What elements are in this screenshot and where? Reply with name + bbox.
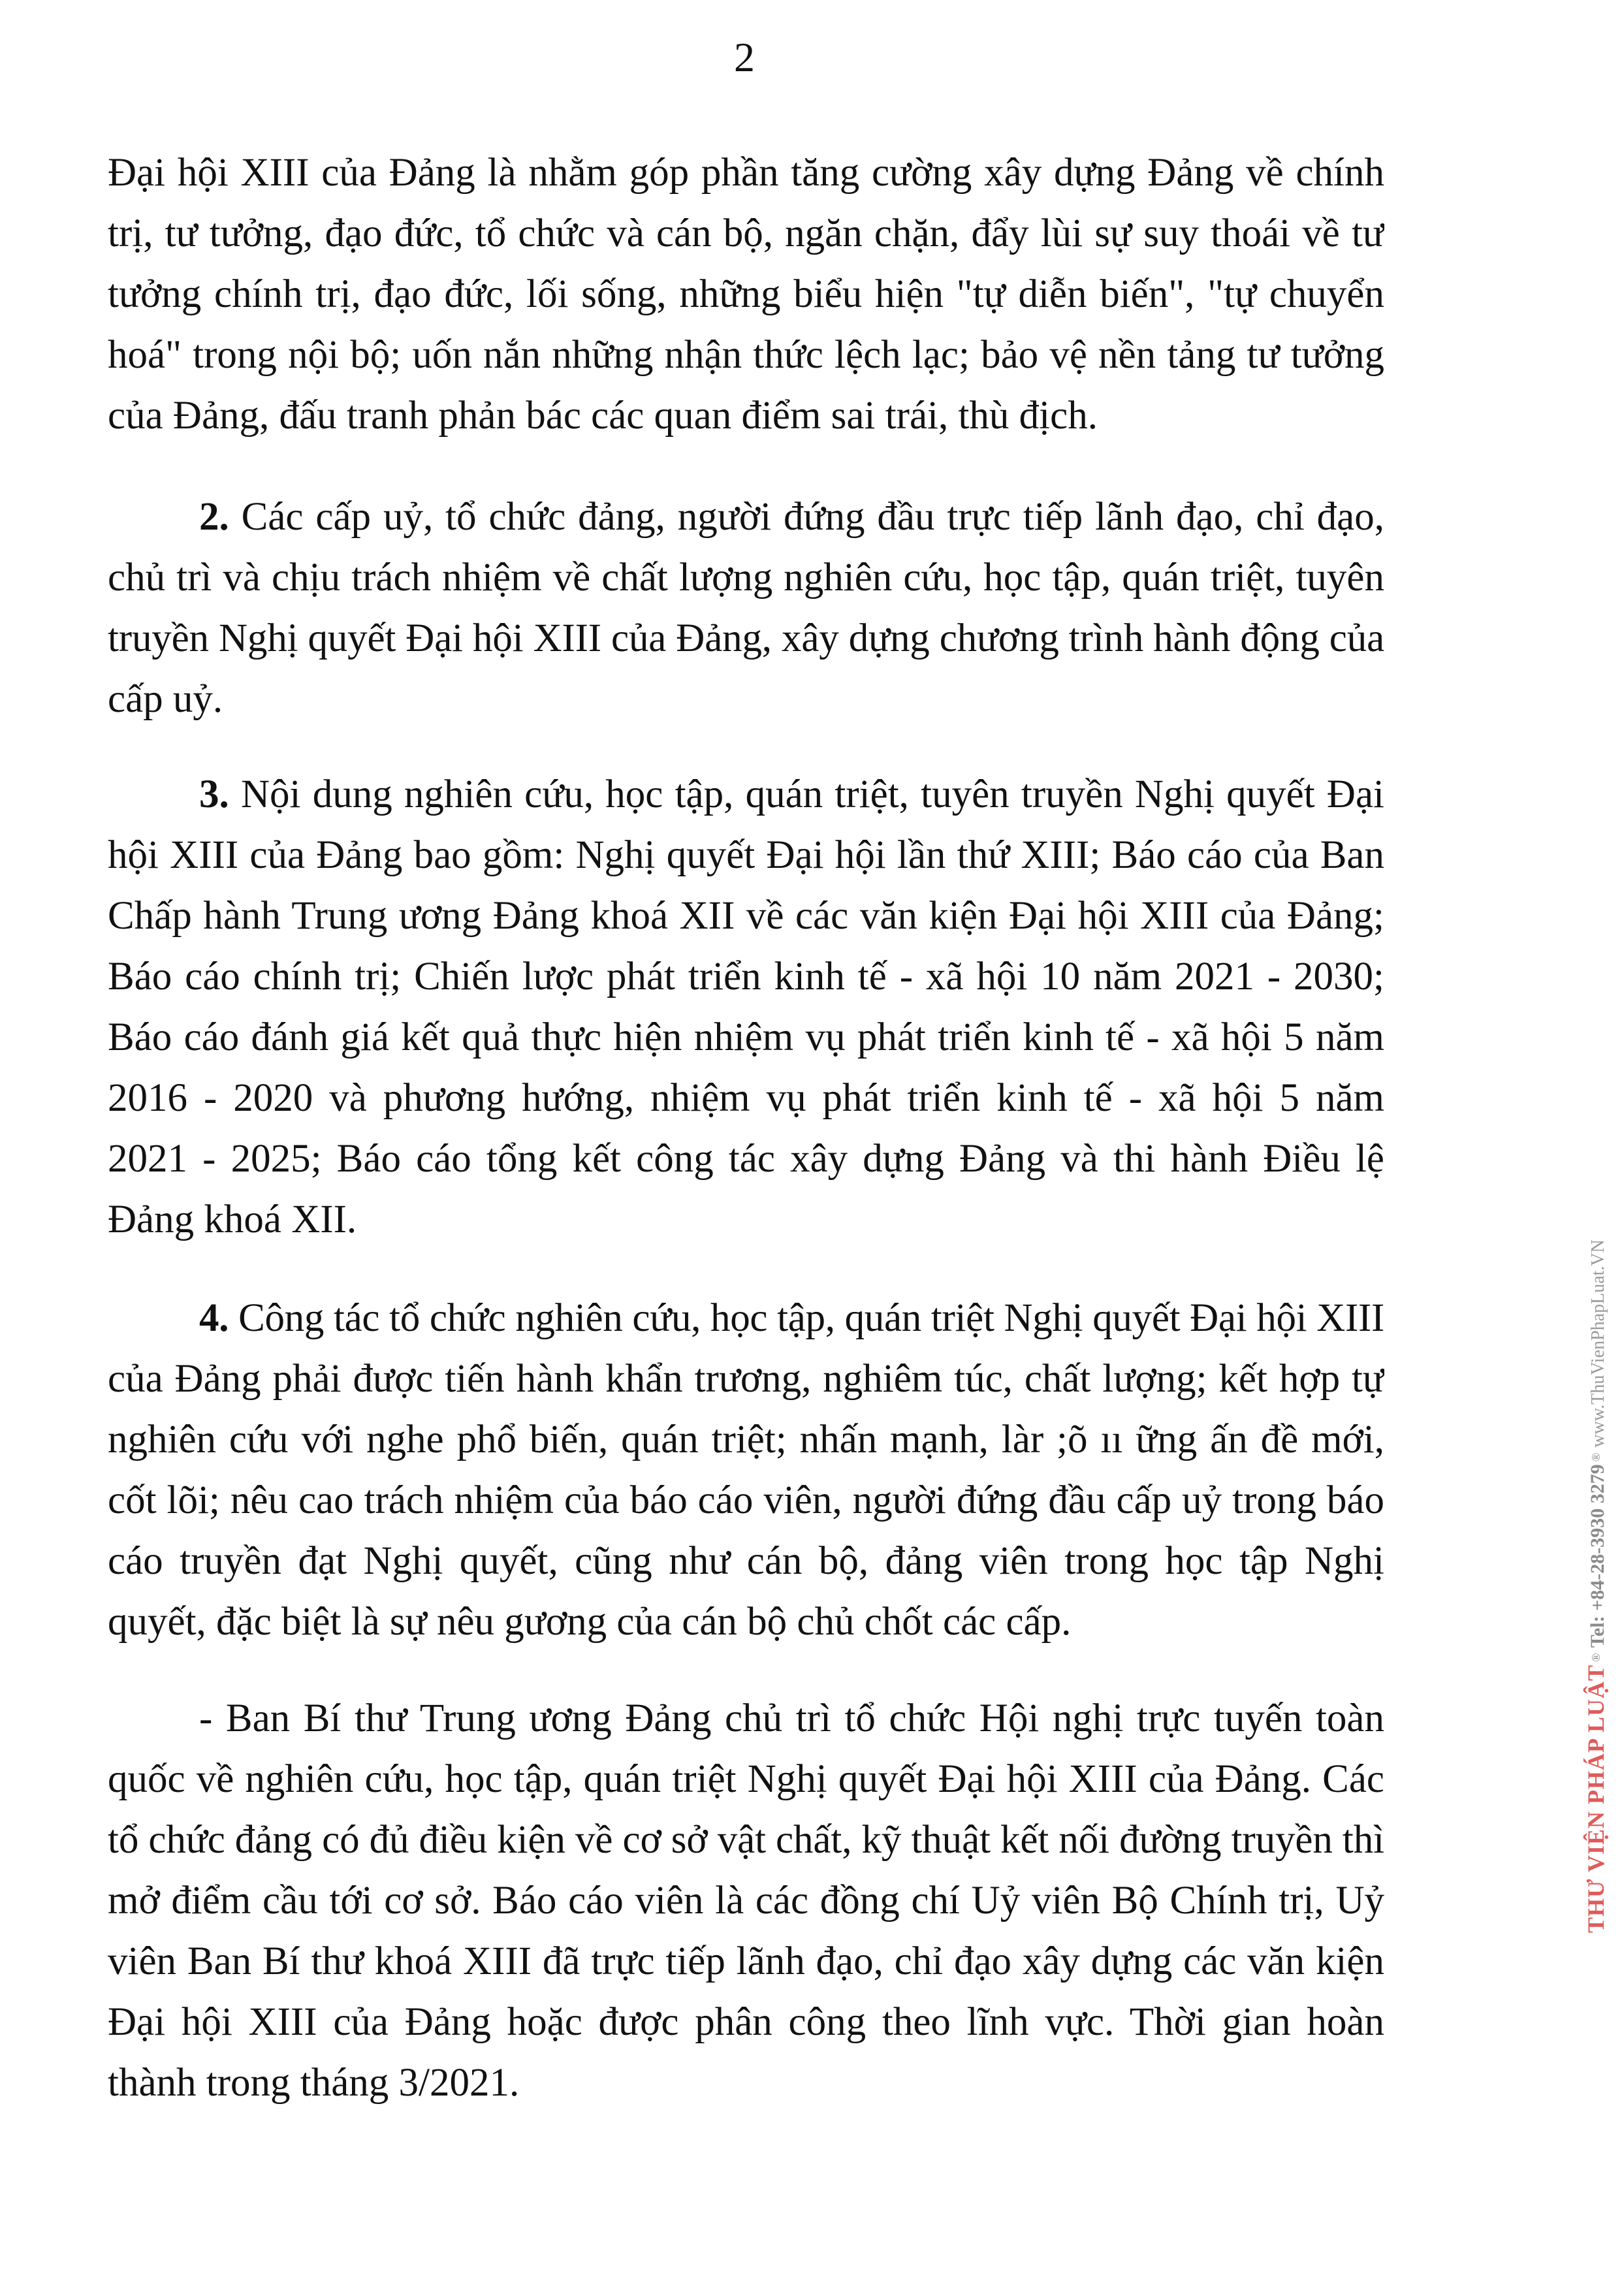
watermark-tel: Tel: +84-28-3930 3279 bbox=[1587, 1464, 1608, 1648]
watermark-text bbox=[1583, 1239, 1614, 1933]
registered-mark-icon: ® bbox=[1589, 1653, 1602, 1662]
registered-mark-icon: ® bbox=[1589, 1452, 1602, 1462]
paragraph-continuation bbox=[108, 142, 1384, 446]
text-line: Đại hội XIII của Đảng hoặc được phân công theo lĩnh vực. Thời gian hoàn bbox=[108, 2000, 1384, 2044]
text-line: quyết, đặc biệt là sự nêu gương của cán bộ chủ chốt các cấp. bbox=[108, 1600, 1072, 1644]
text-line: cấp uỷ. bbox=[108, 677, 223, 721]
text-line: cáo truyền đạt Nghị quyết, cũng như cán bộ, đảng viên trong học tập Nghị bbox=[108, 1539, 1384, 1583]
text-line: Chấp hành Trung ương Đảng khoá XII về các văn kiện Đại hội XIII của Đảng; bbox=[108, 894, 1384, 938]
text-line: của Đảng phải được tiến hành khẩn trương, nghiêm túc, chất lượng; kết hợp tự bbox=[108, 1357, 1384, 1401]
page-number: 2 bbox=[734, 34, 755, 80]
text-line-first bbox=[108, 486, 1384, 547]
paragraph-bullet bbox=[108, 1688, 1384, 2113]
text-line: của Đảng, đấu tranh phản bác các quan điểm sai trái, thù địch. bbox=[108, 394, 1098, 438]
paragraph-item-4 bbox=[108, 1288, 1384, 1652]
text-line: Nội dung nghiên cứu, học tập, quán triệt, tuyên truyền Nghị quyết Đại bbox=[229, 773, 1384, 816]
text-line: 2016 - 2020 và phương hướng, nhiệm vụ phát triển kinh tế - xã hội 5 năm bbox=[108, 1076, 1384, 1120]
watermark-url: www.ThuVienPhapLuat.VN bbox=[1588, 1239, 1608, 1448]
text-line: tổ chức đảng có đủ điều kiện về cơ sở vật chất, kỹ thuật kết nối đường truyền thì bbox=[108, 1818, 1384, 1862]
text-line: hoá" trong nội bộ; uốn nắn những nhận thức lệch lạc; bảo vệ nền tảng tư tưởng bbox=[108, 333, 1384, 377]
paragraph-item-2 bbox=[108, 486, 1384, 729]
text-line: Báo cáo chính trị; Chiến lược phát triển kinh tế - xã hội 10 năm 2021 - 2030; bbox=[108, 955, 1384, 998]
text-line: Các cấp uỷ, tổ chức đảng, người đứng đầu trực tiếp lãnh đạo, chỉ đạo, bbox=[229, 495, 1384, 539]
watermark-brand: THƯ VIỆN PHÁP LUẬT bbox=[1583, 1664, 1609, 1933]
text-line: truyền Nghị quyết Đại hội XIII của Đảng, xây dựng chương trình hành động của bbox=[108, 616, 1384, 660]
item-number: 2. bbox=[199, 495, 229, 539]
text-line: - Ban Bí thư Trung ương Đảng chủ trì tổ chức Hội nghị trực tuyến toàn bbox=[199, 1697, 1384, 1740]
paragraph-item-3 bbox=[108, 764, 1384, 1250]
text-line: mở điểm cầu tới cơ sở. Báo cáo viên là các đồng chí Uỷ viên Bộ Chính trị, Uỷ bbox=[108, 1879, 1384, 1922]
text-line: nghiên cứu với nghe phổ biến, quán triệt; nhấn mạnh, làr ;õ ıı ững ấn đề mới, bbox=[108, 1418, 1384, 1461]
text-line: chủ trì và chịu trách nhiệm về chất lượng nghiên cứu, học tập, quán triệt, tuyên bbox=[108, 556, 1384, 599]
text-line: thành trong tháng 3/2021. bbox=[108, 2061, 520, 2105]
text-line: trị, tư tưởng, đạo đức, tổ chức và cán bộ, ngăn chặn, đẩy lùi sự suy thoái về tư bbox=[108, 212, 1384, 255]
text-line-first bbox=[108, 1288, 1384, 1348]
item-number: 3. bbox=[199, 773, 229, 816]
text-line: cốt lõi; nêu cao trách nhiệm của báo cáo viên, người đứng đầu cấp uỷ trong báo bbox=[108, 1478, 1384, 1522]
item-number: 4. bbox=[199, 1296, 229, 1340]
text-line: Công tác tổ chức nghiên cứu, học tập, quán triệt Nghị quyết Đại hội XIII bbox=[229, 1296, 1384, 1340]
text-line: 2021 - 2025; Báo cáo tổng kết công tác xây dựng Đảng và thi hành Điều lệ bbox=[108, 1137, 1384, 1181]
text-line-first bbox=[108, 764, 1384, 825]
text-line: Báo cáo đánh giá kết quả thực hiện nhiệm vụ phát triển kinh tế - xã hội 5 năm bbox=[108, 1015, 1384, 1059]
watermark bbox=[1565, 1239, 1609, 1933]
text-line: Đảng khoá XII. bbox=[108, 1198, 357, 1241]
text-line: quốc về nghiên cứu, học tập, quán triệt Nghị quyết Đại hội XIII của Đảng. Các bbox=[108, 1757, 1384, 1801]
text-line: hội XIII của Đảng bao gồm: Nghị quyết Đại hội lần thứ XIII; Báo cáo của Ban bbox=[108, 833, 1384, 877]
text-line: Đại hội XIII của Đảng là nhằm góp phần tăng cường xây dựng Đảng về chính bbox=[108, 151, 1384, 195]
text-line: tưởng chính trị, đạo đức, lối sống, những biểu hiện "tự diễn biến", "tự chuyển bbox=[108, 272, 1384, 316]
text-line: viên Ban Bí thư khoá XIII đã trực tiếp lãnh đạo, chỉ đạo xây dựng các văn kiện bbox=[108, 1939, 1384, 1983]
